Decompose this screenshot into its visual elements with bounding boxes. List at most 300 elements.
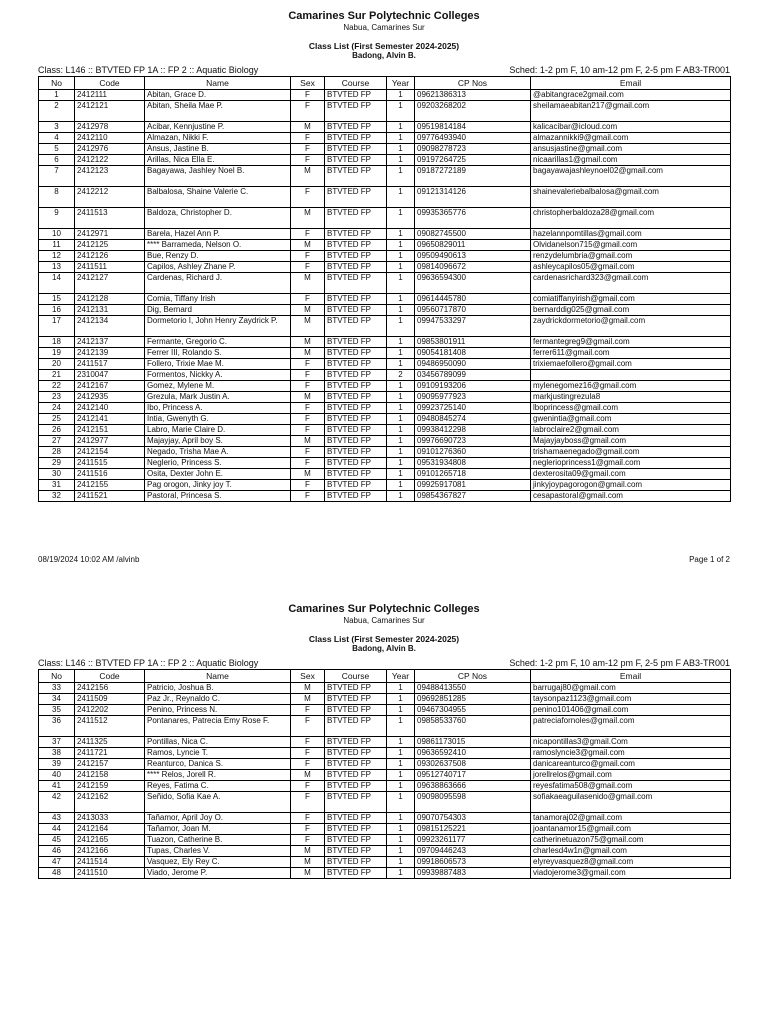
table-row — [39, 813, 731, 824]
cell-sex: F — [291, 90, 325, 101]
class-list-table — [38, 669, 731, 879]
table-row — [39, 381, 731, 392]
cell-no: 38 — [39, 748, 75, 759]
col-header-course: Course — [325, 77, 387, 90]
cell-no: 25 — [39, 414, 75, 425]
cell-email: reyesfatima508@gmail.com — [531, 781, 731, 792]
cell-year: 1 — [387, 208, 415, 229]
cell-code: 2411510 — [75, 868, 145, 879]
cell-course: BTVTED FP — [325, 491, 387, 502]
cell-no: 20 — [39, 359, 75, 370]
table-row — [39, 348, 731, 359]
cell-code: 2310047 — [75, 370, 145, 381]
table-row — [39, 716, 731, 737]
cell-cp-no: 09098278723 — [415, 144, 531, 155]
table-row — [39, 262, 731, 273]
cell-course: BTVTED FP — [325, 414, 387, 425]
cell-course: BTVTED FP — [325, 436, 387, 447]
cell-year: 1 — [387, 813, 415, 824]
cell-sex: F — [291, 835, 325, 846]
cell-cp-no: 09621386313 — [415, 90, 531, 101]
cell-no: 23 — [39, 392, 75, 403]
cell-no: 35 — [39, 705, 75, 716]
cell-no: 11 — [39, 240, 75, 251]
cell-name: Viado, Jerome P. — [145, 868, 291, 879]
cell-no: 34 — [39, 694, 75, 705]
cell-no: 39 — [39, 759, 75, 770]
cell-course: BTVTED FP — [325, 469, 387, 480]
cell-name: Tañamor, April Joy O. — [145, 813, 291, 824]
cell-no: 15 — [39, 294, 75, 305]
cell-email: markjustingrezula8 — [531, 392, 731, 403]
teacher-name: Badong, Alvin B. — [352, 644, 416, 653]
col-header-code: Code — [75, 77, 145, 90]
cell-year: 1 — [387, 305, 415, 316]
cell-sex: F — [291, 759, 325, 770]
cell-sex: F — [291, 144, 325, 155]
cell-sex: M — [291, 208, 325, 229]
cell-cp-no: 09509490613 — [415, 251, 531, 262]
table-row — [39, 251, 731, 262]
cell-code: 2412126 — [75, 251, 145, 262]
cell-course: BTVTED FP — [325, 166, 387, 187]
cell-code: 2412154 — [75, 447, 145, 458]
cell-code: 2412167 — [75, 381, 145, 392]
cell-cp-no: 09488413550 — [415, 683, 531, 694]
cell-year: 1 — [387, 337, 415, 348]
cell-no: 8 — [39, 187, 75, 208]
cell-name: Pastoral, Princesa S. — [145, 491, 291, 502]
cell-no: 4 — [39, 133, 75, 144]
cell-cp-no: 09203268202 — [415, 101, 531, 122]
table-row — [39, 229, 731, 240]
schedule-info: Sched: 1-2 pm F, 10 am-12 pm F, 2-5 pm F AB3-TR001 — [509, 65, 730, 75]
cell-year: 1 — [387, 348, 415, 359]
cell-name: Tupas, Charles V. — [145, 846, 291, 857]
cell-year: 1 — [387, 770, 415, 781]
school-address: Nabua, Camarines Sur — [343, 616, 425, 625]
cell-sex: M — [291, 770, 325, 781]
cell-course: BTVTED FP — [325, 348, 387, 359]
cell-cp-no: 09918606573 — [415, 857, 531, 868]
cell-name: Bue, Renzy D. — [145, 251, 291, 262]
cell-year: 1 — [387, 759, 415, 770]
cell-cp-no: 09858533760 — [415, 716, 531, 737]
cell-sex: F — [291, 813, 325, 824]
cell-no: 13 — [39, 262, 75, 273]
cell-cp-no: 09815125221 — [415, 824, 531, 835]
table-header-row — [39, 670, 731, 683]
cell-email: lboprincess@gmail.com — [531, 403, 731, 414]
cell-year: 1 — [387, 458, 415, 469]
table-row — [39, 458, 731, 469]
cell-no: 19 — [39, 348, 75, 359]
cell-name: Ramos, Lyncie T. — [145, 748, 291, 759]
cell-year: 1 — [387, 251, 415, 262]
cell-sex: F — [291, 381, 325, 392]
col-header-name: Name — [145, 670, 291, 683]
cell-course: BTVTED FP — [325, 316, 387, 337]
cell-email: trixiemaefollero@gmail.com — [531, 359, 731, 370]
cell-cp-no: 09098095598 — [415, 792, 531, 813]
cell-sex: F — [291, 447, 325, 458]
table-row — [39, 480, 731, 491]
cell-email: elyreyvasquez8@gmail.com — [531, 857, 731, 868]
cell-email: sofiakaeaguilasenido@gmail.com — [531, 792, 731, 813]
table-row — [39, 403, 731, 414]
school-name: Camarines Sur Polytechnic Colleges — [288, 603, 480, 615]
cell-year: 2 — [387, 370, 415, 381]
class-info-line — [38, 65, 730, 76]
cell-no: 16 — [39, 305, 75, 316]
cell-name: Gomez, Mylene M. — [145, 381, 291, 392]
cell-cp-no: 09939887483 — [415, 868, 531, 879]
table-row — [39, 359, 731, 370]
cell-no: 7 — [39, 166, 75, 187]
cell-email: ferrer611@gmail.com — [531, 348, 731, 359]
cell-name: Bagayawa, Jashley Noel B. — [145, 166, 291, 187]
cell-email: zaydrickdormetorio@gmail.com — [531, 316, 731, 337]
cell-course: BTVTED FP — [325, 447, 387, 458]
cell-course: BTVTED FP — [325, 187, 387, 208]
cell-year: 1 — [387, 694, 415, 705]
cell-code: 2411521 — [75, 491, 145, 502]
cell-code: 2412156 — [75, 683, 145, 694]
cell-no: 30 — [39, 469, 75, 480]
cell-name: Acibar, Kennjustine P. — [145, 122, 291, 133]
table-header-row — [39, 77, 731, 90]
table-row — [39, 447, 731, 458]
cell-name: Reanturco, Danica S. — [145, 759, 291, 770]
cell-course: BTVTED FP — [325, 337, 387, 348]
cell-year: 1 — [387, 101, 415, 122]
table-row — [39, 370, 731, 381]
cell-year: 1 — [387, 748, 415, 759]
cell-code: 2412128 — [75, 294, 145, 305]
cell-year: 1 — [387, 447, 415, 458]
cell-email: trishamaenegado@gmail.com — [531, 447, 731, 458]
cell-no: 12 — [39, 251, 75, 262]
cell-email: hazelannpomtillas@gmail.com — [531, 229, 731, 240]
cell-no: 10 — [39, 229, 75, 240]
cell-no: 5 — [39, 144, 75, 155]
print-timestamp: 08/19/2024 10:02 AM /alvinb — [38, 555, 140, 564]
school-address: Nabua, Camarines Sur — [343, 23, 425, 32]
cell-no: 17 — [39, 316, 75, 337]
cell-sex: M — [291, 857, 325, 868]
list-title: Class List (First Semester 2024-2025) — [308, 41, 460, 51]
cell-code: 2413033 — [75, 813, 145, 824]
cell-name: Majayjay, April boy S. — [145, 436, 291, 447]
col-header-name: Name — [145, 77, 291, 90]
cell-sex: F — [291, 716, 325, 737]
cell-year: 1 — [387, 781, 415, 792]
cell-email: Olvidanelson715@gmail.com — [531, 240, 731, 251]
cell-code: 2412212 — [75, 187, 145, 208]
cell-cp-no: 09976690723 — [415, 436, 531, 447]
list-title: Class List (First Semester 2024-2025) — [308, 634, 460, 644]
cell-course: BTVTED FP — [325, 857, 387, 868]
cell-sex: M — [291, 683, 325, 694]
cell-no: 26 — [39, 425, 75, 436]
cell-code: 2412122 — [75, 155, 145, 166]
page-footer — [38, 555, 730, 565]
cell-code: 2412202 — [75, 705, 145, 716]
cell-year: 1 — [387, 133, 415, 144]
cell-name: Negado, Trisha Mae A. — [145, 447, 291, 458]
cell-code: 2412978 — [75, 122, 145, 133]
cell-email: penino101406@gmail.com — [531, 705, 731, 716]
cell-code: 2411515 — [75, 458, 145, 469]
cell-sex: F — [291, 458, 325, 469]
cell-email: cardenasrichard323@gmail.com — [531, 273, 731, 294]
table-row — [39, 155, 731, 166]
col-header-cp-nos: CP Nos — [415, 77, 531, 90]
cell-email: catherinetuazon75@gmail.com — [531, 835, 731, 846]
cell-code: 2411511 — [75, 262, 145, 273]
cell-cp-no: 03456789099 — [415, 370, 531, 381]
cell-course: BTVTED FP — [325, 480, 387, 491]
cell-no: 40 — [39, 770, 75, 781]
table-row — [39, 337, 731, 348]
col-header-code: Code — [75, 670, 145, 683]
cell-no: 3 — [39, 122, 75, 133]
cell-cp-no: 09947533297 — [415, 316, 531, 337]
col-header-email: Email — [531, 77, 731, 90]
cell-email: @abitangrace2gmail.com — [531, 90, 731, 101]
cell-name: Abitan, Grace D. — [145, 90, 291, 101]
cell-email: neglerioprincess1@gmail.com — [531, 458, 731, 469]
col-header-email: Email — [531, 670, 731, 683]
cell-no: 43 — [39, 813, 75, 824]
cell-cp-no: 09560717870 — [415, 305, 531, 316]
cell-course: BTVTED FP — [325, 792, 387, 813]
cell-course: BTVTED FP — [325, 305, 387, 316]
cell-name: Grezula, Mark Justin A. — [145, 392, 291, 403]
cell-email: dexterosita09@gmail.com — [531, 469, 731, 480]
cell-cp-no: 09054181408 — [415, 348, 531, 359]
cell-code: 2412976 — [75, 144, 145, 155]
cell-name: Dig, Bernard — [145, 305, 291, 316]
cell-sex: F — [291, 133, 325, 144]
table-row — [39, 683, 731, 694]
table-row — [39, 792, 731, 813]
cell-no: 14 — [39, 273, 75, 294]
cell-name: Comia, Tiffany Irish — [145, 294, 291, 305]
cell-code: 2411721 — [75, 748, 145, 759]
cell-year: 1 — [387, 716, 415, 737]
cell-name: Balbalosa, Shaine Valerie C. — [145, 187, 291, 208]
table-row — [39, 694, 731, 705]
col-header-year: Year — [387, 77, 415, 90]
cell-email: nicapontillas3@gmail.Com — [531, 737, 731, 748]
cell-year: 1 — [387, 166, 415, 187]
table-row — [39, 846, 731, 857]
cell-sex: F — [291, 403, 325, 414]
cell-no: 22 — [39, 381, 75, 392]
cell-year: 1 — [387, 403, 415, 414]
col-header-sex: Sex — [291, 77, 325, 90]
cell-course: BTVTED FP — [325, 846, 387, 857]
cell-cp-no: 09302637508 — [415, 759, 531, 770]
cell-sex: M — [291, 694, 325, 705]
cell-sex: M — [291, 305, 325, 316]
cell-email: ashleycapilos05@gmail.com — [531, 262, 731, 273]
cell-code: 2412164 — [75, 824, 145, 835]
cell-code: 2412110 — [75, 133, 145, 144]
cell-year: 1 — [387, 436, 415, 447]
cell-cp-no: 09070754303 — [415, 813, 531, 824]
cell-code: 2412123 — [75, 166, 145, 187]
table-row — [39, 240, 731, 251]
cell-year: 1 — [387, 425, 415, 436]
table-row — [39, 316, 731, 337]
cell-cp-no: 09938412298 — [415, 425, 531, 436]
cell-email: fermantegreg9@gmail.com — [531, 337, 731, 348]
cell-cp-no: 09636594300 — [415, 273, 531, 294]
cell-name: Baldoza, Christopher D. — [145, 208, 291, 229]
cell-sex: M — [291, 868, 325, 879]
cell-cp-no: 09519814184 — [415, 122, 531, 133]
cell-code: 2412140 — [75, 403, 145, 414]
cell-year: 1 — [387, 469, 415, 480]
cell-cp-no: 09101276360 — [415, 447, 531, 458]
cell-name: Arillas, Nica Ella E. — [145, 155, 291, 166]
cell-code: 2412159 — [75, 781, 145, 792]
cell-name: Vasquez, Ely Rey C. — [145, 857, 291, 868]
table-row — [39, 273, 731, 294]
cell-sex: M — [291, 240, 325, 251]
teacher-name: Badong, Alvin B. — [352, 51, 416, 60]
cell-year: 1 — [387, 705, 415, 716]
cell-name: Cardenas, Richard J. — [145, 273, 291, 294]
cell-year: 1 — [387, 240, 415, 251]
cell-code: 2411516 — [75, 469, 145, 480]
cell-year: 1 — [387, 683, 415, 694]
cell-cp-no: 09854367827 — [415, 491, 531, 502]
cell-cp-no: 09638863666 — [415, 781, 531, 792]
cell-cp-no: 09486950090 — [415, 359, 531, 370]
cell-cp-no: 09197264725 — [415, 155, 531, 166]
cell-cp-no: 09650829011 — [415, 240, 531, 251]
cell-cp-no: 09853801911 — [415, 337, 531, 348]
cell-sex: F — [291, 781, 325, 792]
table-row — [39, 90, 731, 101]
cell-sex: F — [291, 251, 325, 262]
cell-year: 1 — [387, 144, 415, 155]
cell-name: Ferrer III, Rolando S. — [145, 348, 291, 359]
cell-email: jinkyjoypagorogon@gmail.com — [531, 480, 731, 491]
cell-code: 2412131 — [75, 305, 145, 316]
table-row — [39, 748, 731, 759]
class-info-line — [38, 658, 730, 669]
cell-email: almazannikki9@gmail.com — [531, 133, 731, 144]
cell-no: 36 — [39, 716, 75, 737]
cell-course: BTVTED FP — [325, 705, 387, 716]
cell-name: Pontanares, Patrecia Emy Rose F. — [145, 716, 291, 737]
cell-no: 48 — [39, 868, 75, 879]
cell-course: BTVTED FP — [325, 240, 387, 251]
cell-sex: M — [291, 316, 325, 337]
cell-name: Pag orogon, Jinky joy T. — [145, 480, 291, 491]
table-row — [39, 770, 731, 781]
cell-year: 1 — [387, 868, 415, 879]
cell-year: 1 — [387, 229, 415, 240]
cell-course: BTVTED FP — [325, 251, 387, 262]
cell-email: danicareanturco@gmail.com — [531, 759, 731, 770]
cell-name: Tañamor, Joan M. — [145, 824, 291, 835]
cell-sex: F — [291, 737, 325, 748]
cell-no: 32 — [39, 491, 75, 502]
cell-name: Osita, Dexter John E. — [145, 469, 291, 480]
cell-name: Señido, Sofia Kae A. — [145, 792, 291, 813]
cell-year: 1 — [387, 273, 415, 294]
cell-no: 27 — [39, 436, 75, 447]
cell-no: 28 — [39, 447, 75, 458]
cell-email: cesapastoral@gmail.com — [531, 491, 731, 502]
cell-course: BTVTED FP — [325, 403, 387, 414]
cell-cp-no: 09709446243 — [415, 846, 531, 857]
cell-sex: M — [291, 392, 325, 403]
cell-code: 2411514 — [75, 857, 145, 868]
cell-email: Majayjayboss@gmail.com — [531, 436, 731, 447]
cell-sex: F — [291, 359, 325, 370]
table-row — [39, 491, 731, 502]
cell-email: christopherbaldoza28@gmail.com — [531, 208, 731, 229]
cell-year: 1 — [387, 294, 415, 305]
cell-name: Patricio, Joshua B. — [145, 683, 291, 694]
cell-email: comiatiffanyirish@gmail.com — [531, 294, 731, 305]
table-row — [39, 835, 731, 846]
cell-year: 1 — [387, 359, 415, 370]
cell-course: BTVTED FP — [325, 458, 387, 469]
cell-name: Pontillas, Nica C. — [145, 737, 291, 748]
cell-cp-no: 09776493940 — [415, 133, 531, 144]
cell-code: 2412162 — [75, 792, 145, 813]
cell-email: bernarddig025@gmail.com — [531, 305, 731, 316]
cell-cp-no: 09480845274 — [415, 414, 531, 425]
cell-name: Penino, Princess N. — [145, 705, 291, 716]
cell-course: BTVTED FP — [325, 392, 387, 403]
table-row — [39, 857, 731, 868]
cell-cp-no: 09861173015 — [415, 737, 531, 748]
cell-sex: F — [291, 187, 325, 208]
cell-name: Ansus, Jastine B. — [145, 144, 291, 155]
cell-sex: F — [291, 370, 325, 381]
cell-code: 2412121 — [75, 101, 145, 122]
table-row — [39, 144, 731, 155]
cell-course: BTVTED FP — [325, 370, 387, 381]
table-row — [39, 187, 731, 208]
cell-name: Dormetorio I, John Henry Zaydrick P. — [145, 316, 291, 337]
cell-code: 2412137 — [75, 337, 145, 348]
cell-code: 2412971 — [75, 229, 145, 240]
cell-course: BTVTED FP — [325, 781, 387, 792]
class-list-page-1 — [38, 10, 730, 502]
col-header-no: No — [39, 77, 75, 90]
cell-email: charlesd4w1n@gmail.com — [531, 846, 731, 857]
cell-email: labroclaire2@gmail.com — [531, 425, 731, 436]
table-row — [39, 824, 731, 835]
cell-name: Follero, Trixie Mae M. — [145, 359, 291, 370]
cell-course: BTVTED FP — [325, 813, 387, 824]
cell-code: 2412155 — [75, 480, 145, 491]
cell-sex: F — [291, 748, 325, 759]
cell-name: Ibo, Princess A. — [145, 403, 291, 414]
cell-sex: M — [291, 348, 325, 359]
cell-cp-no: 09101265718 — [415, 469, 531, 480]
cell-year: 1 — [387, 187, 415, 208]
